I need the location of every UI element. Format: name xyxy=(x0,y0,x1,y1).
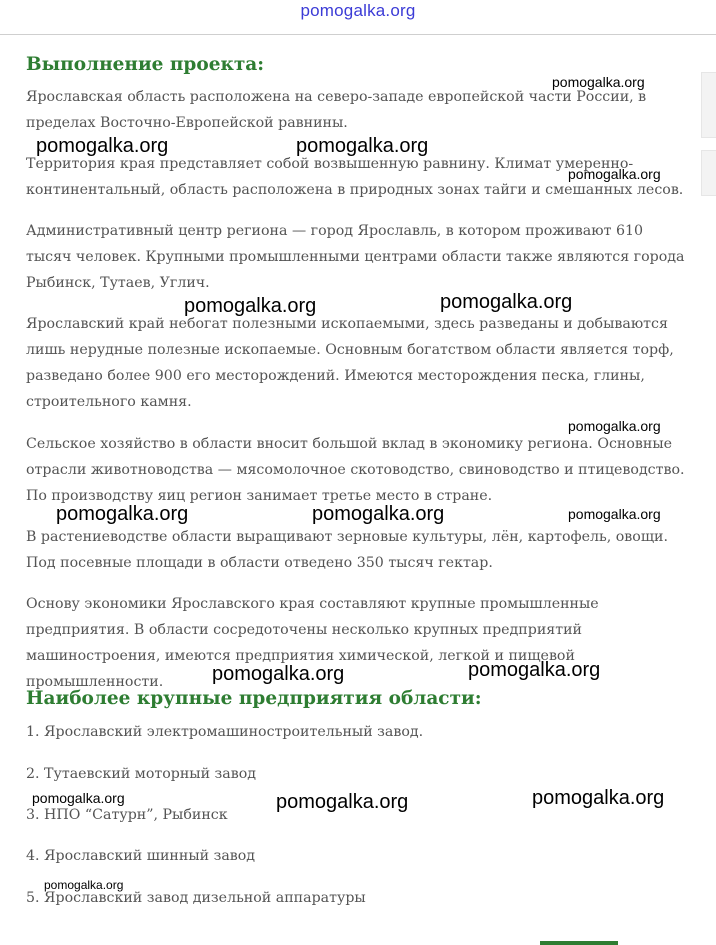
paragraph: Административный центр региона — город Ярославль, в котором проживают 610 тысяч человек. Крупными промышленными центрами области также являются города Рыбинск, Тутаев, Углич. xyxy=(26,223,685,291)
watermark: pomogalka.org xyxy=(32,790,125,806)
paragraph: Сельское хозяйство в области вносит большой вклад в экономику региона. Основные отрасли животноводства — мясомолочное скотоводство, свиноводство и птицеводство. По производству яиц регион занимает третье место в стране. xyxy=(26,436,685,504)
watermark: pomogalka.org xyxy=(552,74,645,90)
watermark: pomogalka.org xyxy=(276,791,409,813)
watermark: pomogalka.org xyxy=(568,506,661,522)
watermark: pomogalka.org xyxy=(36,135,169,157)
list-item: 1. Ярославский электромашиностроительный завод. xyxy=(26,724,424,740)
watermark: pomogalka.org xyxy=(56,503,189,525)
watermark: pomogalka.org xyxy=(440,291,573,313)
watermark: pomogalka.org xyxy=(184,295,317,317)
watermark: pomogalka.org xyxy=(568,166,661,182)
paragraph: Ярославская область расположена на северо-западе европейской части России, в пределах Восточно-Европейской равнины. xyxy=(26,89,647,131)
watermark: pomogalka.org xyxy=(44,878,124,892)
watermark: pomogalka.org xyxy=(532,787,665,809)
watermark: pomogalka.org xyxy=(312,503,445,525)
paragraph: Ярославский край небогат полезными ископаемыми, здесь разведаны и добываются лишь нерудные полезные ископаемые. Основным богатством области является торф, разведано более 900 его месторождений. Имеются месторождения песка, глины, строительного камня. xyxy=(26,316,674,410)
site-logo[interactable]: pomogalka.org xyxy=(300,1,416,20)
watermark: pomogalka.org xyxy=(296,135,429,157)
action-button[interactable] xyxy=(540,941,618,945)
site-header xyxy=(0,0,716,35)
paragraph: Основу экономики Ярославского края составляют крупные промышленные предприятия. В области сосредоточены несколько крупных предприятий машиностроения, имеются предприятия химической, легкой и пищевой промышленности. xyxy=(26,596,599,690)
paragraph: В растениеводстве области выращивают зерновые культуры, лён, картофель, овощи. Под посевные площади в области отведено 350 тысяч гектар. xyxy=(26,529,668,571)
watermark: pomogalka.org xyxy=(468,659,601,681)
side-tab[interactable] xyxy=(701,150,716,196)
watermark: pomogalka.org xyxy=(212,663,345,685)
list-item: 5. Ярославский завод дизельной аппаратуры xyxy=(26,890,366,906)
section-title: Выполнение проекта: xyxy=(26,54,265,75)
list-item: 3. НПО “Сатурн”, Рыбинск xyxy=(26,807,228,823)
list-item: 2. Тутаевский моторный завод xyxy=(26,766,257,782)
paragraph: Территория края представляет собой возвышенную равнину. Климат умеренно-континентальный, область расположена в природных зонах тайги и смешанных лесов. xyxy=(26,156,684,198)
side-tab[interactable] xyxy=(701,72,716,138)
section-title: Наиболее крупные предприятия области: xyxy=(26,688,482,709)
watermark: pomogalka.org xyxy=(568,418,661,434)
list-item: 4. Ярославский шинный завод xyxy=(26,848,256,864)
